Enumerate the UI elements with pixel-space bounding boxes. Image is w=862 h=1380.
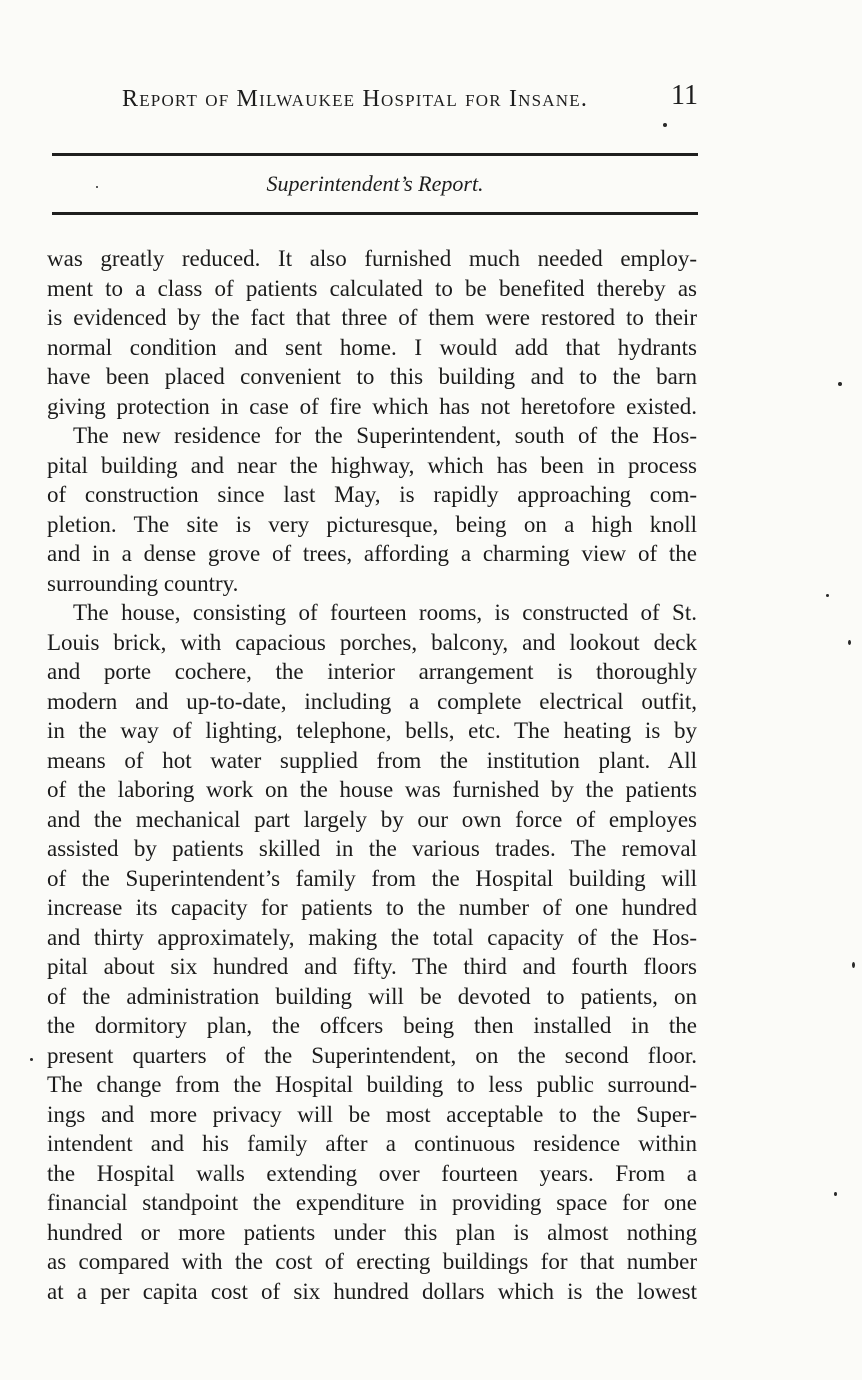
text-line: have been placed convenient to this building and to the barn (47, 364, 697, 389)
text-line: surrounding country. (47, 570, 239, 596)
text-line: is evidenced by the fact that three of them were restored to their (47, 305, 697, 330)
text-line: The new residence for the Superintendent, south of the Hos- (73, 423, 697, 448)
text-line: modern and up-to-date, including a complete electrical outfit, (47, 688, 697, 714)
running-head (52, 80, 698, 126)
text-line: pital building and near the highway, which has been in process (47, 452, 697, 478)
text-line: The change from the Hospital building to less public surround- (47, 1072, 697, 1097)
scan-speck (826, 594, 829, 597)
scan-speck (663, 123, 667, 127)
text-line: and in a dense grove of trees, affording a charming view of the (47, 541, 697, 566)
scan-speck (96, 186, 98, 188)
text-line: Louis brick, with capacious porches, balcony, and lookout deck (47, 629, 697, 655)
text-line: in the way of lighting, telephone, bells, etc. The heating is by (47, 718, 697, 743)
text-line: and thirty approximately, making the total capacity of the Hos- (47, 924, 697, 950)
text-line: giving protection in case of fire which has not heretofore existed. (47, 393, 697, 419)
text-line: of the Superintendent’s family from the Hospital building will (47, 865, 697, 891)
section-heading: Superintendent’s Report. (266, 171, 484, 196)
text-line: ings and more privacy will be most acceptable to the Super- (47, 1101, 697, 1127)
scan-speck (852, 962, 855, 968)
text-line: at a per capita cost of six hundred dollars which is the lowest (47, 1278, 697, 1304)
text-line: assisted by patients skilled in the various trades. The removal (47, 836, 697, 861)
text-line: was greatly reduced. It also furnished much needed employ- (47, 246, 697, 271)
text-line: ment to a class of patients calculated to be benefited thereby as (47, 275, 697, 301)
running-title: Report of Milwaukee Hospital for Insane. (122, 86, 589, 112)
page-number: 11 (671, 80, 698, 111)
text-line: increase its capacity for patients to the number of one hundred (47, 895, 697, 920)
text-line: means of hot water supplied from the institution plant. All (47, 747, 697, 773)
text-line: hundred or more patients under this plan is almost nothing (47, 1219, 697, 1245)
header-rule-top (52, 153, 698, 156)
text-line: pital about six hundred and fifty. The third and fourth floors (47, 954, 697, 979)
text-line: financial standpoint the expenditure in providing space for one (47, 1190, 697, 1215)
text-line: intendent and his family after a continuous residence within (47, 1131, 697, 1156)
text-line: The house, consisting of fourteen rooms, is constructed of St. (73, 600, 697, 625)
text-line: of the administration building will be devoted to patients, on (47, 983, 697, 1009)
header-rule-bottom (52, 212, 698, 215)
scan-speck (834, 1192, 837, 1196)
text-line: as compared with the cost of erecting buildings for that number (47, 1249, 697, 1274)
text-line: present quarters of the Superintendent, on the second floor. (47, 1042, 697, 1068)
text-line: the Hospital walls extending over fourteen years. From a (47, 1160, 697, 1186)
scan-speck (30, 1058, 33, 1061)
scan-speck (848, 640, 851, 645)
body-text (47, 244, 697, 1306)
scan-speck (838, 382, 842, 386)
text-line: normal condition and sent home. I would add that hydrants (47, 334, 697, 360)
text-line: pletion. The site is very picturesque, being on a high knoll (47, 511, 697, 537)
text-line: of construction since last May, is rapidly approaching com- (47, 482, 697, 507)
text-line: of the laboring work on the house was furnished by the patients (47, 777, 697, 802)
text-line: and the mechanical part largely by our own force of employes (47, 806, 697, 832)
text-line: the dormitory plan, the offcers being then installed in the (47, 1013, 697, 1038)
text-line: and porte cochere, the interior arrangement is thoroughly (47, 659, 697, 684)
